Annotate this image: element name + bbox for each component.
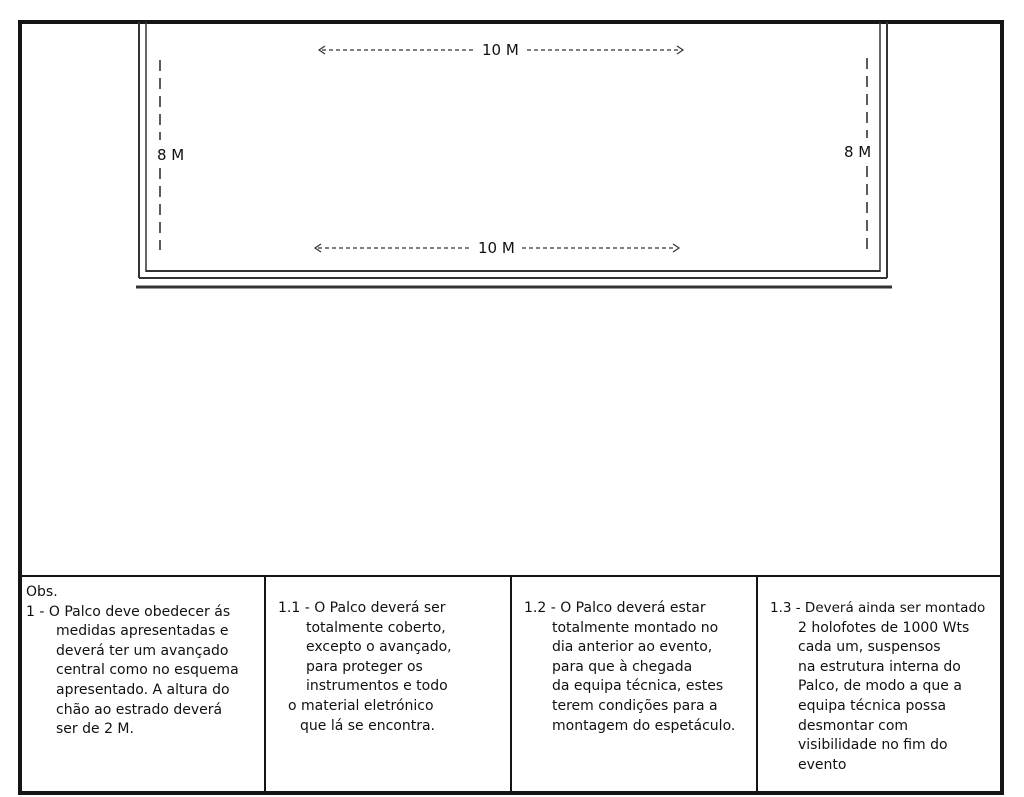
obs-title: Obs. — [26, 584, 58, 600]
note-1-line: central como no esquema — [56, 662, 239, 679]
note-1-1-line: instrumentos e todo — [306, 678, 448, 695]
note-1-line: chão ao estrado deverá — [56, 701, 223, 718]
note-1-2-line: totalmente montado no — [552, 619, 719, 636]
depth-label-right: 8 M — [844, 143, 872, 161]
note-1-3-line: Palco, de modo a que a — [798, 678, 962, 695]
note-1-2-first-line: 1.2 - O Palco deverá estar — [524, 600, 706, 616]
note-1-3-line: equipa técnica possa — [798, 697, 947, 714]
note-1-line: apresentado. A altura do — [56, 681, 230, 698]
note-1-1-line: excepto o avançado, — [306, 639, 452, 656]
note-1-line: medidas apresentadas e — [56, 623, 229, 640]
note-1-1-first-line: 1.1 - O Palco deverá ser — [278, 600, 446, 616]
width-label-bottom: 10 M — [478, 239, 515, 257]
note-1-2-cell — [512, 577, 758, 793]
note-1-1-cell — [266, 577, 512, 793]
note-1-3-first-line: 1.3 - Deverá ainda ser montado — [770, 600, 986, 616]
note-1-3-line: visibilidade no fim do — [798, 737, 948, 754]
note-1-line: ser de 2 M. — [56, 721, 134, 738]
width-label-top: 10 M — [482, 41, 519, 59]
note-1-2-line: montagem do espetáculo. — [552, 717, 736, 734]
note-1-3-line: evento — [798, 756, 847, 773]
note-1-line: deverá ter um avançado — [56, 642, 229, 659]
observations-table — [22, 575, 1004, 793]
note-1-1-line: que lá se encontra. — [300, 717, 435, 734]
note-1-2-line: para que à chegada — [552, 658, 693, 675]
note-1-3-line: na estrutura interna do — [798, 658, 961, 675]
note-1-1-line: totalmente coberto, — [306, 619, 446, 636]
note-1-3-line: 2 holofotes de 1000 Wts — [798, 619, 970, 636]
note-1-1-line: para proteger os — [306, 658, 423, 675]
note-1-2-line: dia anterior ao evento, — [552, 639, 713, 656]
note-1-1-line: o material eletrónico — [288, 697, 434, 714]
note-1-3-cell — [758, 577, 1004, 793]
note-1-2-line: da equipa técnica, estes — [552, 678, 724, 695]
note-1-3-line: desmontar com — [798, 717, 909, 734]
note-1-2-line: terem condições para a — [552, 697, 718, 714]
note-1-cell — [22, 577, 266, 793]
depth-label-left: 8 M — [157, 146, 185, 164]
note-1-first-line: 1 - O Palco deve obedecer ás — [26, 603, 231, 620]
note-1-3-line: cada um, suspensos — [798, 639, 941, 656]
